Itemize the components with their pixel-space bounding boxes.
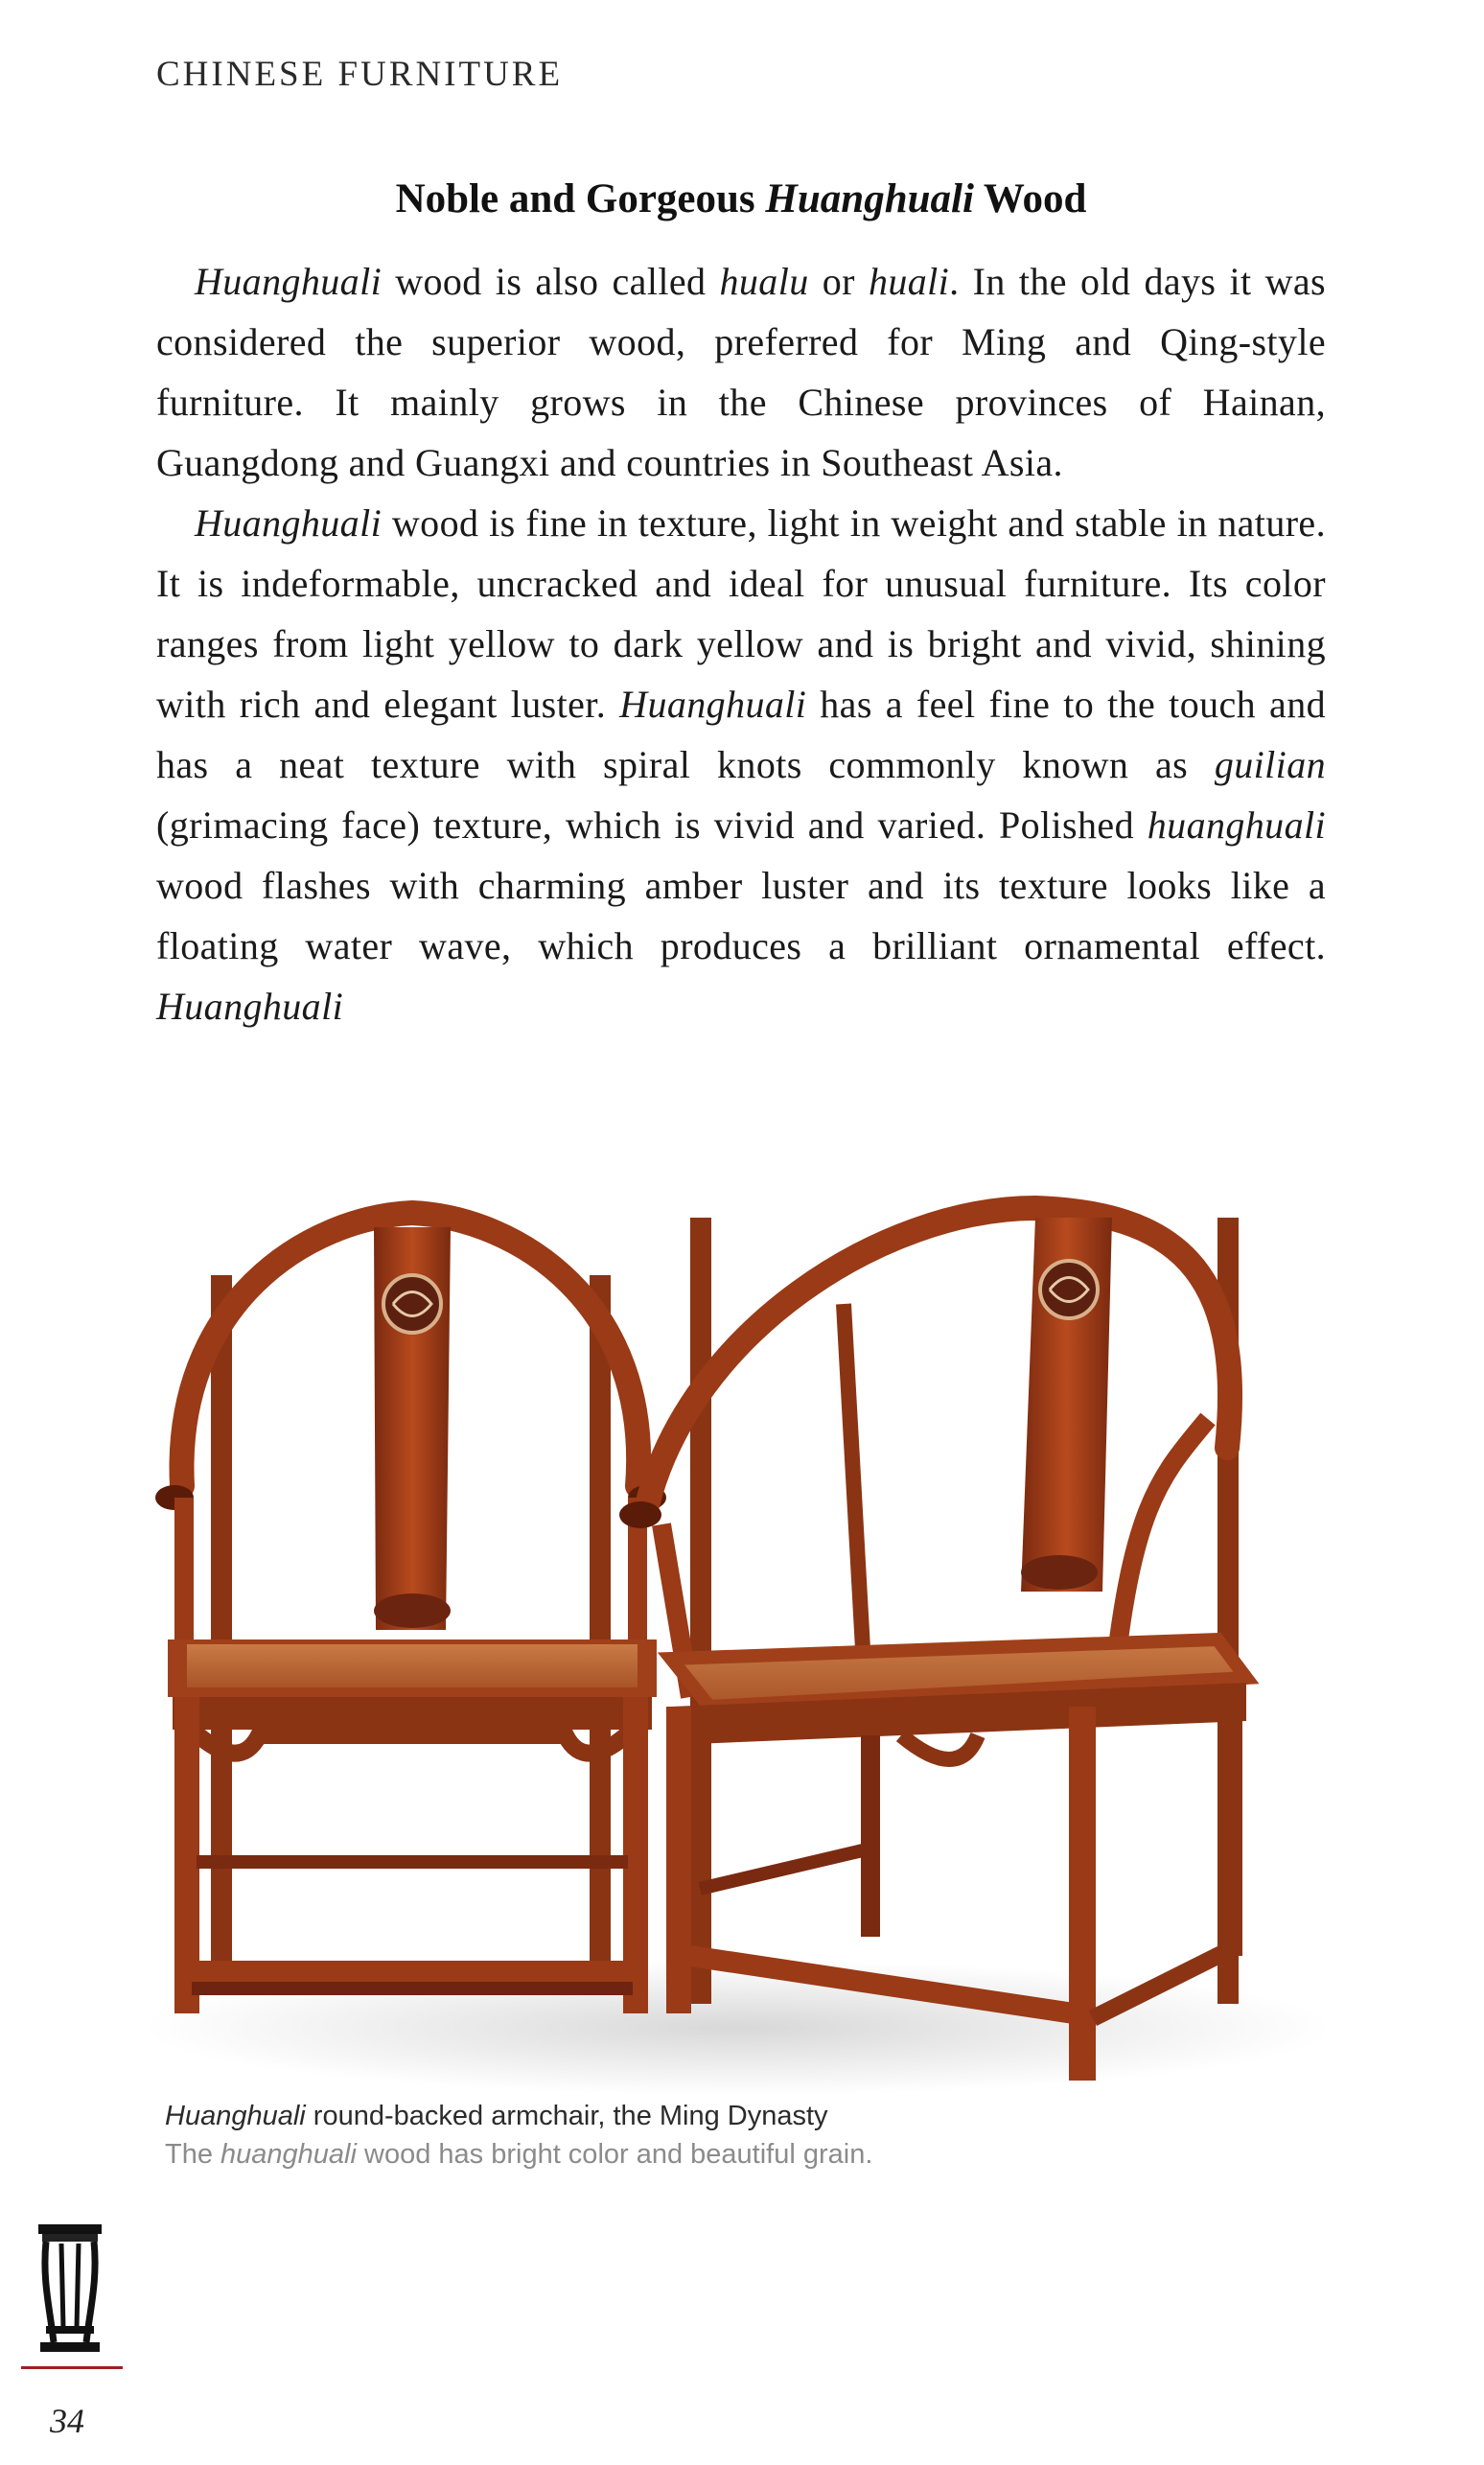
armchairs-photo <box>115 1160 1380 2109</box>
paragraph-2 <box>156 493 1326 1036</box>
text-run: has a feel fine to the touch and has a neat texture with spiral knots commonly known as <box>156 683 1326 786</box>
section-title-italic: Huanghuali <box>765 176 974 221</box>
caption-line-1-italic: Huanghuali <box>165 2101 306 2131</box>
footer-rule <box>21 2366 123 2369</box>
section-title <box>156 175 1326 222</box>
text-run: huanghuali <box>1147 803 1326 847</box>
text-run: hualu <box>719 260 809 303</box>
text-run: huali <box>868 260 950 303</box>
running-header: CHINESE FURNITURE <box>156 55 564 94</box>
caption-line-1 <box>165 2097 872 2135</box>
stool-logo-icon <box>36 2222 104 2357</box>
text-run: Huanghuali <box>195 501 383 545</box>
caption-line-1-text: round-backed armchair, the Ming Dynasty <box>305 2101 828 2131</box>
body-text <box>156 251 1326 1036</box>
text-run: . In the old days it was considered the superior wood, preferred for Ming and Qing-style furniture. It mainly grows in the Chinese provinces of Hainan, Guangdong and Guangxi and countries in Southeast Asia. <box>156 260 1327 484</box>
caption-line-2-start: The <box>165 2139 221 2170</box>
text-run: wood is also called <box>382 260 720 303</box>
text-run: Huanghuali <box>156 985 344 1028</box>
text-run: wood is fine in texture, light in weight and stable in nature. It is indeformable, uncracked and ideal for unusual furniture. Its color ranges from light yellow to dark yellow and is bright and vivid, shining with rich and elegant luster. <box>156 501 1326 726</box>
text-run: guilian <box>1214 743 1326 786</box>
text-run: (grimacing face) texture, which is vivid and varied. Polished <box>156 803 1148 847</box>
text-run: or <box>808 260 869 303</box>
page-number: 34 <box>50 2402 84 2440</box>
section-title-start: Noble and Gorgeous <box>395 176 766 221</box>
text-run: wood flashes with charming amber luster and its texture looks like a floating water wave, which produces a brilliant ornamental effect. <box>156 864 1326 967</box>
text-run: Huanghuali <box>619 683 807 726</box>
section-title-end: Wood <box>973 176 1087 221</box>
left-armchair <box>155 1213 666 2013</box>
text-run: Huanghuali <box>195 260 383 303</box>
paragraph-1 <box>156 251 1326 493</box>
caption-line-2 <box>165 2135 872 2174</box>
right-armchair <box>619 1208 1246 2081</box>
caption-line-2-text: wood has bright color and beautiful grain. <box>356 2139 873 2170</box>
caption-line-2-italic: huanghuali <box>220 2139 357 2170</box>
photo-caption <box>165 2097 872 2174</box>
